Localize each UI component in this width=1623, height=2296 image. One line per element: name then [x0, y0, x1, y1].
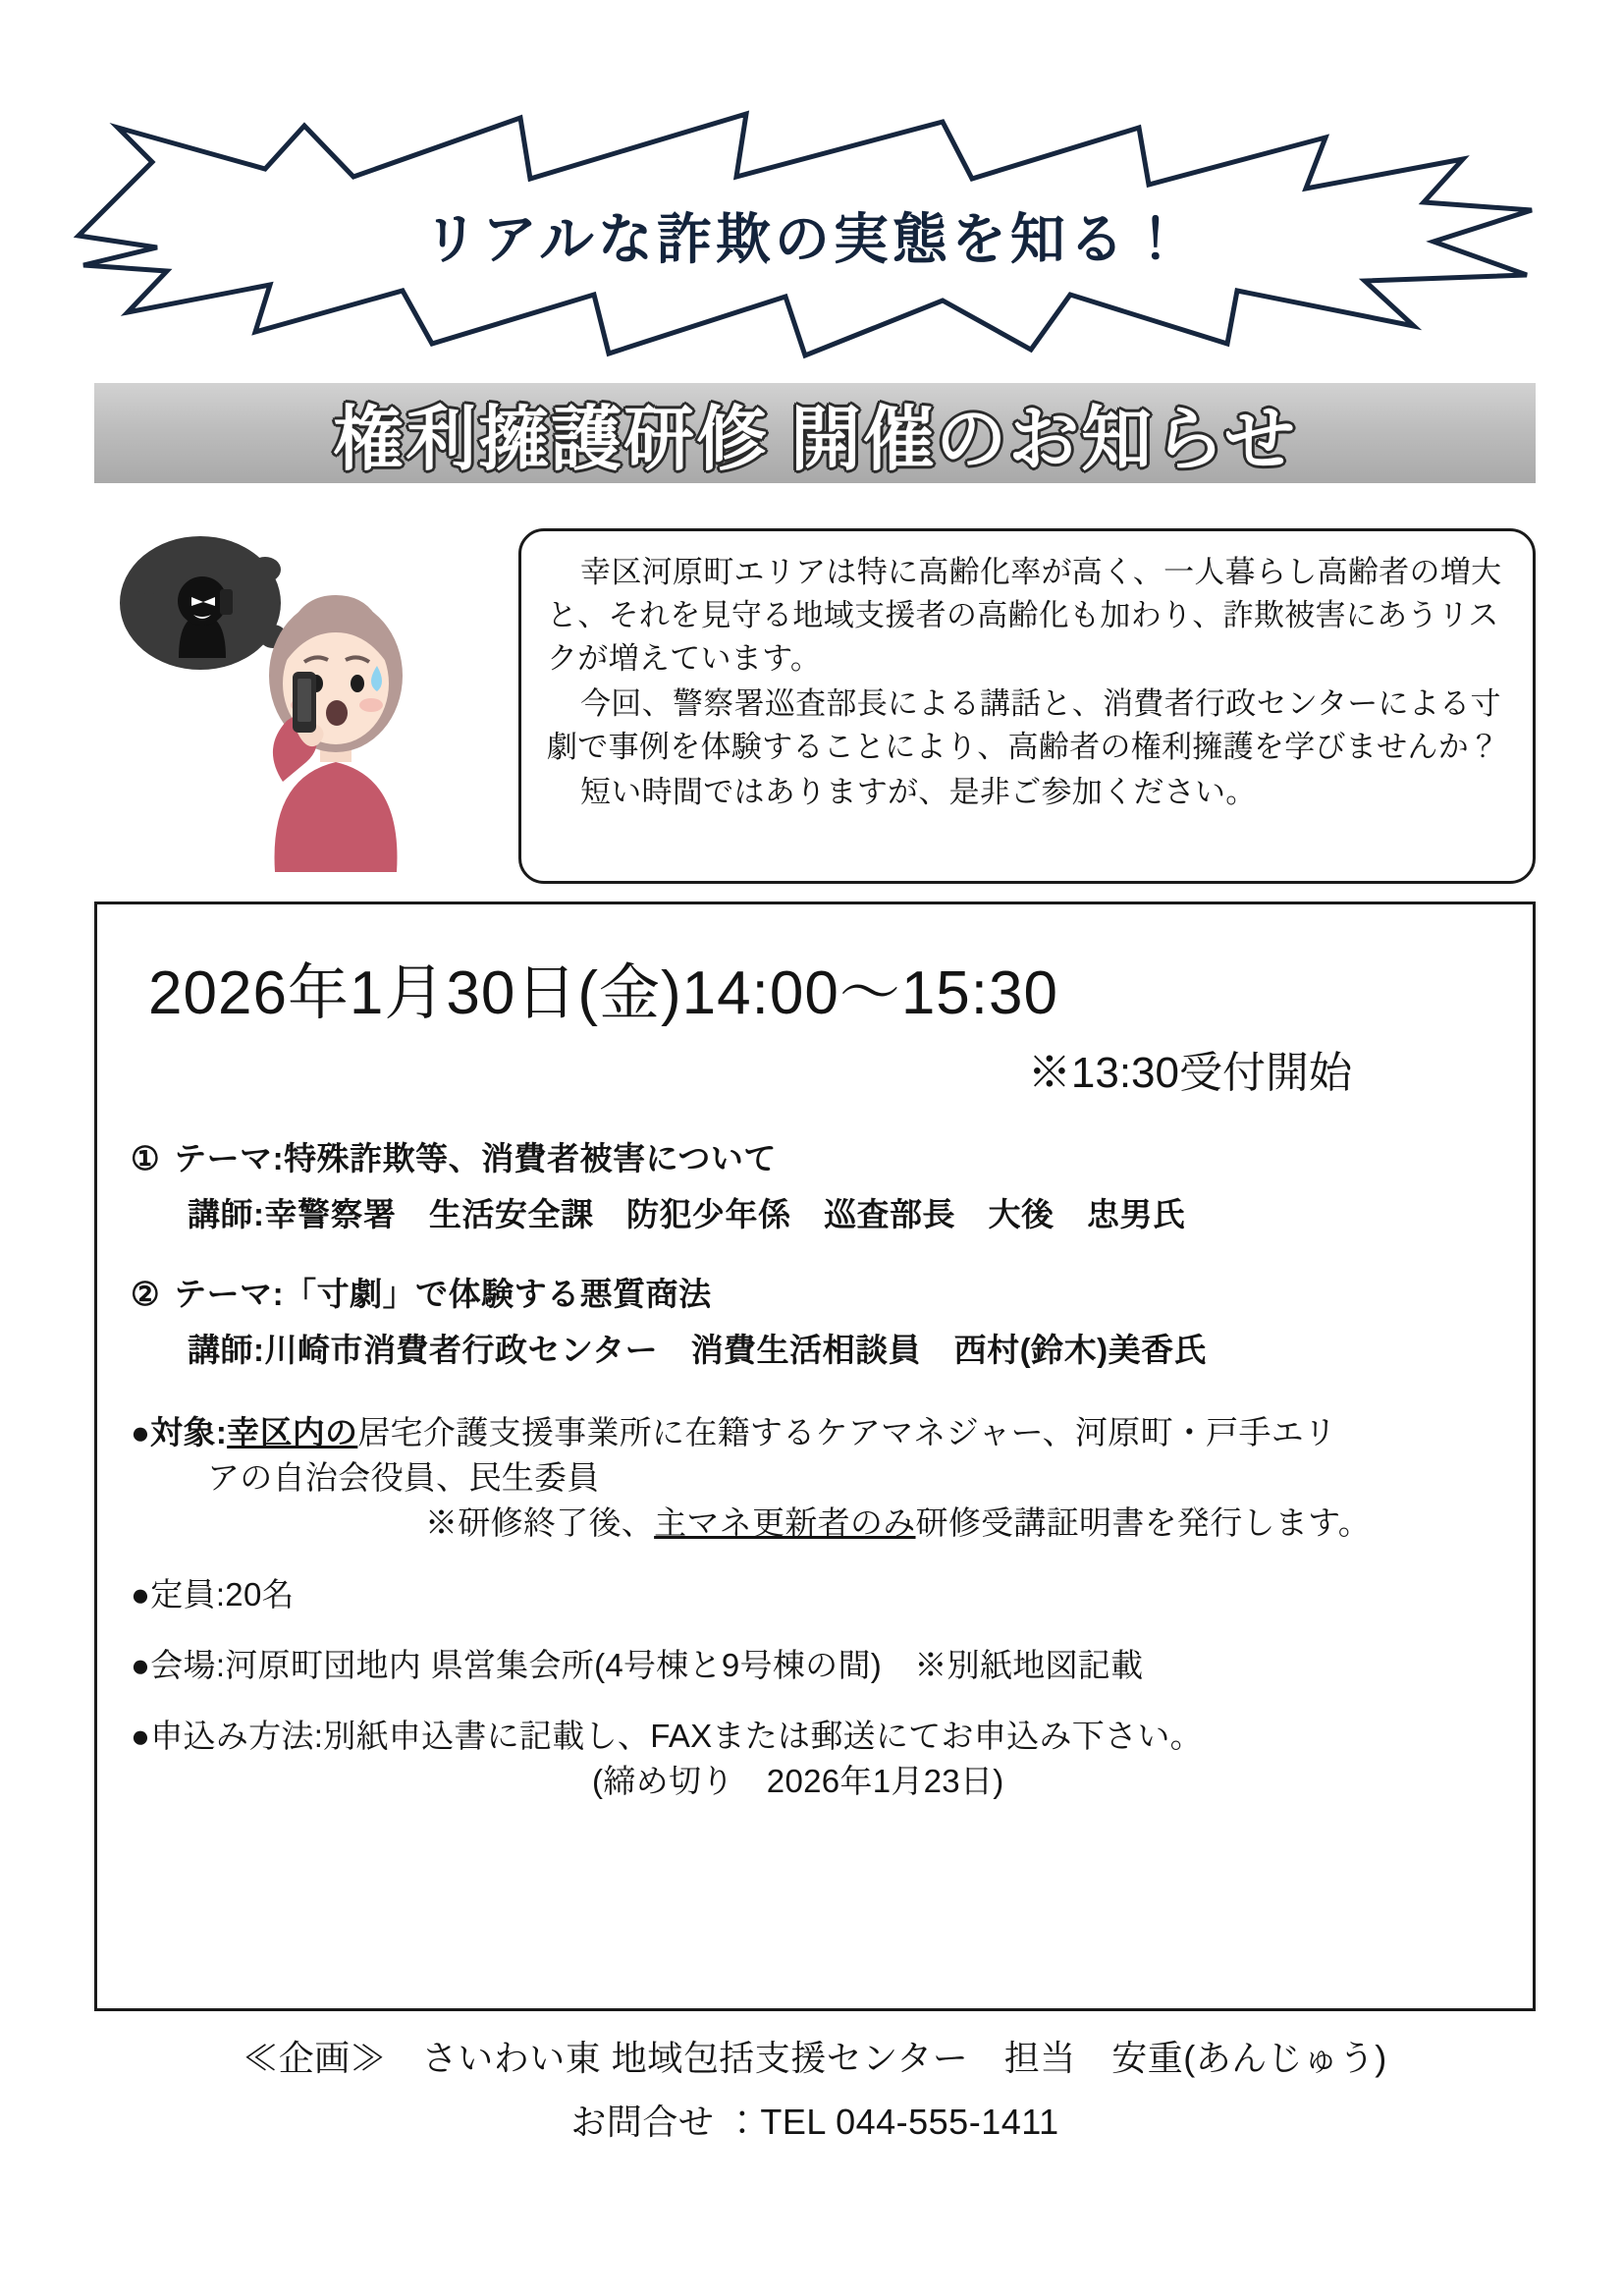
footer-organizer: ≪企画≫ さいわい東 地域包括支援センター 担当 安重(あんじゅう) [243, 2038, 1387, 2078]
detail-capacity: ●定員:20名 [131, 1575, 295, 1613]
intro-paragraph-2: 今回、警察署巡査部長による講話と、消費者行政センターによる寸劇で事例を体験することにより、高齢者の権利擁護を学びませんか？ [547, 686, 1501, 765]
title-banner-text: 権利擁護研修 開催のお知らせ [333, 401, 1297, 479]
program-1-theme [131, 1133, 1499, 1179]
program-item-1 [131, 1133, 1499, 1235]
footer-contact: お問合せ ：TEL 044-555-1411 [570, 2102, 1059, 2142]
detail-deadline: (締め切り 2026年1月23日) [592, 1763, 1004, 1800]
program-2-number: ② [131, 1276, 161, 1312]
detail-bullets [131, 1410, 1499, 1804]
elderly-woman-phone-scam-illustration [110, 519, 513, 872]
program-2-lecturer-name: 川崎市消費者行政センター 消費生活相談員 西村(鈴木)美香氏 [264, 1332, 1208, 1368]
program-1-theme-label: テーマ: [174, 1140, 285, 1176]
program-2-theme [131, 1269, 1499, 1315]
footer [94, 2031, 1536, 2145]
program-1-theme-text: 特殊詐欺等、消費者被害について [284, 1140, 777, 1176]
detail-target [131, 1410, 1499, 1547]
program-1-lecturer-label: 講師: [188, 1196, 265, 1232]
event-reception-note: ※13:30受付開始 [1027, 1049, 1352, 1097]
intro-paragraph-1: 幸区河原町エリアは特に高齢化率が高く、一人暮らし高齢者の増大と、それを見守る地域支援者の高齢化も加わり、詐欺被害にあうリスクが増えています。 [547, 555, 1502, 677]
detail-target-note-underline: 主マネ更新者のみ [654, 1504, 916, 1542]
program-1-lecturer-name: 幸警察署 生活安全課 防犯少年係 巡査部長 大後 忠男氏 [264, 1196, 1186, 1232]
detail-apply-text: ●申込み方法:別紙申込書に記載し、FAXまたは郵送にてお申込み下さい。 [131, 1717, 1203, 1754]
detail-venue: ●会場:河原町団地内 県営集会所(4号棟と9号棟の間) ※別紙地図記載 [131, 1646, 1144, 1683]
detail-target-note-post: 研修受講証明書を発行します。 [915, 1504, 1372, 1542]
event-details-box [94, 902, 1536, 2011]
program-item-2 [131, 1269, 1499, 1371]
program-2-theme-label: テーマ: [174, 1276, 285, 1312]
program-2-lecturer-label: 講師: [188, 1332, 265, 1368]
program-2-lecturer [188, 1325, 1499, 1371]
detail-apply [131, 1714, 1499, 1804]
program-1-lecturer [188, 1189, 1499, 1235]
intro-paragraph-3: 短い時間ではありますが、是非ご参加ください。 [580, 775, 1257, 810]
detail-target-text-line2: アの自治会役員、民生委員 [207, 1459, 600, 1497]
elderly-woman-figure [269, 595, 403, 872]
headline-starburst [59, 108, 1551, 363]
scammer-silhouette-icon [120, 536, 287, 670]
detail-target-note [425, 1501, 1499, 1546]
program-1-number: ① [131, 1140, 161, 1176]
detail-target-underline: 幸区内の [227, 1414, 358, 1450]
intro-box [518, 528, 1536, 884]
detail-target-text: 居宅介護支援事業所に在籍するケアマネジャー、河原町・戸手エリ [357, 1414, 1337, 1450]
event-datetime: 2026年1月30日(金)14:00〜15:30 [148, 959, 1058, 1027]
detail-target-label: ●対象: [131, 1414, 228, 1450]
title-banner [94, 383, 1536, 483]
program-2-theme-text: 「寸劇」で体験する悪質商法 [284, 1276, 712, 1312]
detail-target-note-pre: ※研修終了後、 [425, 1504, 655, 1542]
headline-text: リアルな詐欺の実態を知る！ [423, 208, 1187, 270]
